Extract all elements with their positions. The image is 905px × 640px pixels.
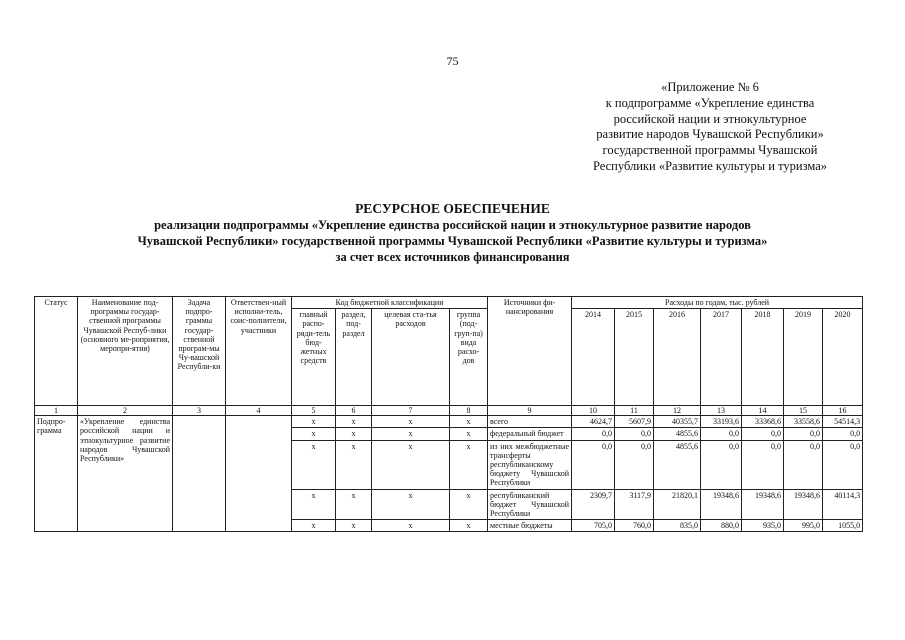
- source-cell: федеральный бюджет: [488, 428, 572, 440]
- code-cell: x: [450, 489, 488, 520]
- value-cell: 0,0: [784, 440, 823, 489]
- value-cell: 40355,7: [654, 416, 701, 428]
- header-status: Статус: [35, 297, 78, 406]
- code-cell: x: [336, 489, 372, 520]
- code-cell: x: [292, 428, 336, 440]
- program-name-cell: «Укрепление единства российской нации и этнокультурное развитие народов Чувашской Республики»: [78, 416, 173, 532]
- header-year: 2019: [784, 309, 823, 406]
- value-cell: 0,0: [572, 428, 615, 440]
- value-cell: 0,0: [823, 440, 863, 489]
- value-cell: 0,0: [742, 440, 784, 489]
- column-number: 13: [701, 406, 742, 416]
- code-cell: x: [292, 520, 336, 532]
- value-cell: 4624,7: [572, 416, 615, 428]
- code-cell: x: [336, 428, 372, 440]
- header-manager: главный распо-ряди-тель бюд-жетных средств: [292, 309, 336, 406]
- value-cell: 33558,6: [784, 416, 823, 428]
- document-title: [40, 201, 865, 265]
- column-number: 15: [784, 406, 823, 416]
- code-cell: x: [372, 428, 450, 440]
- column-number: 11: [615, 406, 654, 416]
- header-year: 2018: [742, 309, 784, 406]
- value-cell: 4855,6: [654, 440, 701, 489]
- value-cell: 4855,6: [654, 428, 701, 440]
- code-cell: x: [292, 416, 336, 428]
- page-number: 75: [446, 54, 459, 68]
- code-cell: x: [292, 440, 336, 489]
- value-cell: 995,0: [784, 520, 823, 532]
- code-cell: x: [450, 416, 488, 428]
- value-cell: 33193,6: [701, 416, 742, 428]
- header-year: 2017: [701, 309, 742, 406]
- title-line: за счет всех источников финансирования: [335, 250, 570, 264]
- code-cell: x: [450, 520, 488, 532]
- column-number: 16: [823, 406, 863, 416]
- code-cell: x: [372, 520, 450, 532]
- value-cell: 0,0: [701, 428, 742, 440]
- value-cell: 19348,6: [742, 489, 784, 520]
- value-cell: 19348,6: [784, 489, 823, 520]
- code-cell: x: [292, 489, 336, 520]
- value-cell: 0,0: [823, 428, 863, 440]
- appendix-line: «Приложение № 6: [661, 80, 759, 94]
- value-cell: 0,0: [701, 440, 742, 489]
- executor-cell: [226, 416, 292, 532]
- code-cell: x: [372, 416, 450, 428]
- value-cell: 935,0: [742, 520, 784, 532]
- header-year: 2015: [615, 309, 654, 406]
- value-cell: 705,0: [572, 520, 615, 532]
- header-year: 2014: [572, 309, 615, 406]
- column-number: 9: [488, 406, 572, 416]
- header-group: группа (под-груп-па) вида расхо-дов: [450, 309, 488, 406]
- value-cell: 19348,6: [701, 489, 742, 520]
- header-task: Задача подпро-граммы государ-ственной програм-мы Чу-вашской Республи-ки: [173, 297, 226, 406]
- value-cell: 2309,7: [572, 489, 615, 520]
- value-cell: 835,0: [654, 520, 701, 532]
- code-cell: x: [336, 440, 372, 489]
- header-row: [35, 297, 863, 309]
- code-cell: x: [336, 520, 372, 532]
- value-cell: 0,0: [615, 428, 654, 440]
- value-cell: 3117,9: [615, 489, 654, 520]
- column-number: 6: [336, 406, 372, 416]
- header-year: 2020: [823, 309, 863, 406]
- header-executor: Ответствен-ный исполни-тель, соис-полнители, участники: [226, 297, 292, 406]
- value-cell: 21820,1: [654, 489, 701, 520]
- appendix-line: государственной программы Чувашской: [602, 143, 818, 158]
- title-line: Чувашской Республики» государственной программы Чувашской Республики «Развитие культуры и туризма»: [137, 234, 768, 248]
- appendix-header: [560, 80, 860, 175]
- appendix-line: Республики «Развитие культуры и туризма»: [592, 158, 827, 173]
- value-cell: 0,0: [615, 440, 654, 489]
- code-cell: x: [336, 416, 372, 428]
- header-name: Наименование под-программы государ-ственной программы Чувашской Респуб-лики (основного ме-роприятия, меропри-ятия): [78, 297, 173, 406]
- value-cell: 54514,3: [823, 416, 863, 428]
- column-number-row: [35, 406, 863, 416]
- code-cell: x: [372, 440, 450, 489]
- value-cell: 0,0: [742, 428, 784, 440]
- column-number: 10: [572, 406, 615, 416]
- code-cell: x: [450, 440, 488, 489]
- source-cell: из них межбюджетные трансферты республиканскому бюджету Чувашской Республики: [488, 440, 572, 489]
- value-cell: 40114,3: [823, 489, 863, 520]
- status-cell: Подпро-грамма: [35, 416, 78, 532]
- task-cell: [173, 416, 226, 532]
- value-cell: 5607,9: [615, 416, 654, 428]
- header-target: целевая ста-тья расходов: [372, 309, 450, 406]
- title-line: реализации подпрограммы «Укрепление единства российской нации и этнокультурное развитие народов: [154, 218, 751, 232]
- value-cell: 0,0: [784, 428, 823, 440]
- column-number: 1: [35, 406, 78, 416]
- code-cell: x: [450, 428, 488, 440]
- title-main: РЕСУРСНОЕ ОБЕСПЕЧЕНИЕ: [355, 201, 550, 216]
- resource-table: [34, 296, 863, 532]
- header-sources: Источники фи-нансирования: [488, 297, 572, 406]
- value-cell: 33368,6: [742, 416, 784, 428]
- header-section: раздел, под-раздел: [336, 309, 372, 406]
- value-cell: 0,0: [572, 440, 615, 489]
- value-cell: 760,0: [615, 520, 654, 532]
- source-cell: местные бюджеты: [488, 520, 572, 532]
- source-cell: всего: [488, 416, 572, 428]
- value-cell: 880,0: [701, 520, 742, 532]
- header-expenses: Расходы по годам, тыс. рублей: [572, 297, 863, 309]
- appendix-line: развитие народов Чувашской Республики»: [596, 127, 824, 142]
- value-cell: 1055,0: [823, 520, 863, 532]
- appendix-line: к подпрограмме «Укрепление единства: [605, 95, 815, 110]
- header-year: 2016: [654, 309, 701, 406]
- appendix-line: российской нации и этнокультурное: [613, 111, 807, 126]
- table-row: [35, 416, 863, 428]
- source-cell: республиканский бюджет Чувашской Республики: [488, 489, 572, 520]
- column-number: 4: [226, 406, 292, 416]
- header-budget-code: Код бюджетной классификации: [292, 297, 488, 309]
- column-number: 7: [372, 406, 450, 416]
- column-number: 5: [292, 406, 336, 416]
- column-number: 14: [742, 406, 784, 416]
- code-cell: x: [372, 489, 450, 520]
- column-number: 2: [78, 406, 173, 416]
- column-number: 8: [450, 406, 488, 416]
- column-number: 3: [173, 406, 226, 416]
- column-number: 12: [654, 406, 701, 416]
